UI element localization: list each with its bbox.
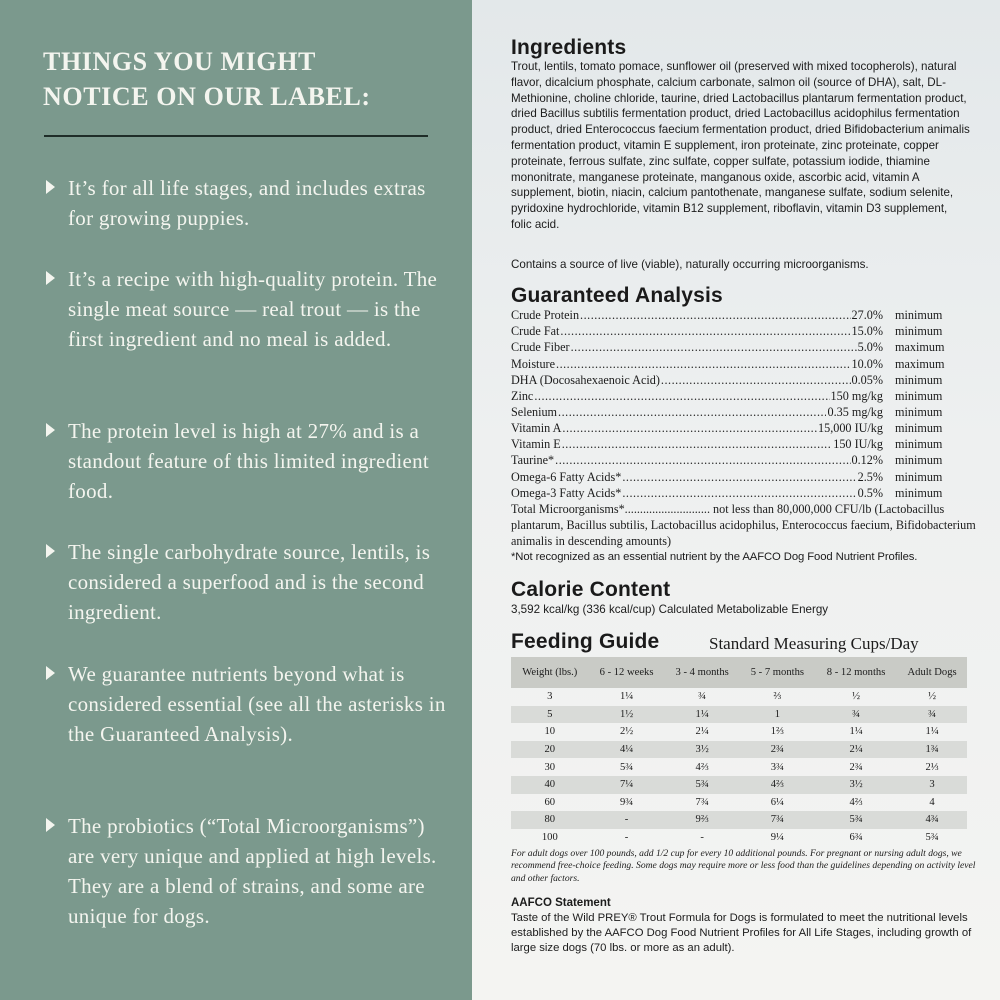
feeding-row bbox=[511, 741, 967, 759]
feeding-row bbox=[511, 723, 967, 741]
analysis-basis: minimum bbox=[895, 453, 943, 468]
bullet-text: It’s for all life stages, and includes extras for growing puppies. bbox=[68, 176, 426, 230]
feeding-cell: ½ bbox=[852, 691, 861, 703]
analysis-row bbox=[511, 323, 971, 339]
analysis-value: 0.35 mg/kg bbox=[827, 404, 883, 419]
analysis-basis: minimum bbox=[895, 421, 943, 436]
calorie-content-text: 3,592 kcal/kg (336 kcal/cup) Calculated Metabolizable Energy bbox=[511, 603, 829, 616]
analysis-value: 5.0% bbox=[857, 340, 883, 355]
feeding-cell: 1¾ bbox=[897, 741, 967, 759]
leader-dots bbox=[661, 373, 851, 388]
feeding-cell: 5¾ bbox=[665, 776, 740, 794]
ingredients-title: Ingredients bbox=[511, 36, 627, 59]
analysis-basis: minimum bbox=[895, 324, 943, 339]
feeding-cell: 1¼ bbox=[665, 706, 740, 724]
feeding-cell: - bbox=[589, 811, 665, 829]
analysis-value: 15,000 IU/kg bbox=[818, 421, 883, 436]
analysis-value: 150 mg/kg bbox=[830, 388, 883, 403]
feeding-row bbox=[511, 706, 967, 724]
asterisk-note: *Not recognized as an essential nutrient by the AAFCO Dog Food Nutrient Profiles. bbox=[511, 551, 918, 563]
analysis-value: 27.0% bbox=[851, 308, 883, 323]
bullet-text: The probiotics (“Total Microorganisms”) are very unique and applied at high levels. They are a blend of strains, and some are unique for dogs. bbox=[68, 814, 437, 928]
guaranteed-analysis-table bbox=[511, 307, 971, 501]
label-panel bbox=[472, 0, 1000, 1000]
feeding-cell: 40 bbox=[511, 776, 589, 794]
bullet-arrow-icon bbox=[46, 818, 55, 832]
feeding-cell: 1 bbox=[740, 706, 815, 724]
analysis-name: Moisture bbox=[511, 356, 556, 371]
analysis-row bbox=[511, 372, 971, 388]
leader-dots bbox=[562, 421, 817, 436]
feeding-cell: 4⅔ bbox=[849, 796, 863, 808]
feeding-table-header bbox=[511, 657, 967, 688]
feeding-cell: 4⅔ bbox=[695, 761, 709, 773]
analysis-basis: minimum bbox=[895, 388, 943, 403]
ingredients-text: Trout, lentils, tomato pomace, sunflower oil (preserved with mixed tocopherols), natural flavor, dicalcium phosphate, calcium carbonate, salmon oil (source of DHA), salt, DL-Methionine, choline chloride, taurine, dried Lactobacillus plantarum fermentation product, dried Bacillus subtilis fermentation product, dried Lactobacillus acidophilus fermentation product, dried Enterococcus faecium fermentation product, dried Bifidobacterium animalis fermentation product, vitamin E supplement, iron proteinate, zinc proteinate, copper proteinate, ferrous sulfate, zinc sulfate, copper sulfate, potassium iodide, thiamine mononitrate, manganese proteinate, manganous oxide, ascorbic acid, vitamin A supplement, biotin, niacin, calcium pantothenate, manganese sulfate, sodium selenite, pyridoxine hydrochloride, vitamin B12 supplement, riboflavin, vitamin D3 supplement, folic acid. bbox=[511, 60, 970, 231]
analysis-name: Omega-6 Fatty Acids* bbox=[511, 469, 622, 484]
feeding-cell: 10 bbox=[544, 726, 556, 738]
analysis-name: Taurine* bbox=[511, 453, 555, 468]
analysis-basis: minimum bbox=[895, 469, 943, 484]
bullet-arrow-icon bbox=[46, 666, 55, 680]
feeding-cell: - bbox=[700, 832, 704, 844]
analysis-value: 2.5% bbox=[857, 469, 883, 484]
analysis-basis: minimum bbox=[895, 404, 943, 419]
leader-dots bbox=[556, 357, 851, 372]
microorganisms-text: Total Microorganisms*............................ not less than 80,000,000 CFU/lb (Lactobacillus plantarum, Bacillus subtilis, Lactobacillus acidophilus, Enterococcus faecium, Bifidobacterium animalis in descending amounts) bbox=[511, 502, 976, 549]
feeding-cell: 2½ bbox=[619, 726, 634, 738]
analysis-basis: maximum bbox=[895, 356, 945, 371]
heading-divider bbox=[44, 135, 428, 137]
feeding-cell: 80 bbox=[511, 811, 589, 829]
feeding-cell: 3½ bbox=[665, 741, 740, 759]
analysis-value: 0.12% bbox=[851, 453, 883, 468]
feeding-cell: ¾ bbox=[815, 706, 897, 724]
feeding-cell: 3¾ bbox=[770, 761, 784, 773]
feeding-cell: 9⅔ bbox=[665, 811, 740, 829]
feeding-cell: 4 bbox=[929, 796, 935, 808]
analysis-row bbox=[511, 436, 971, 452]
left-heading: THINGS YOU MIGHT NOTICE ON OUR LABEL: bbox=[43, 47, 371, 111]
feeding-cell: 2¼ bbox=[695, 726, 709, 738]
feeding-column-header: 5 - 7 months bbox=[740, 657, 815, 688]
analysis-basis: minimum bbox=[895, 437, 943, 452]
calorie-content-title: Calorie Content bbox=[511, 578, 671, 601]
feeding-column-header: Adult Dogs bbox=[897, 657, 967, 688]
feeding-cell: 7¾ bbox=[695, 796, 709, 808]
leader-dots bbox=[571, 340, 857, 355]
analysis-row bbox=[511, 404, 971, 420]
left-panel bbox=[0, 0, 472, 1000]
feeding-cell: 1¼ bbox=[925, 726, 939, 738]
analysis-name: Vitamin A bbox=[511, 421, 562, 436]
analysis-row bbox=[511, 468, 971, 484]
analysis-name: Crude Protein bbox=[511, 308, 580, 323]
feeding-column-header: 8 - 12 months bbox=[815, 657, 897, 688]
bullet-text: We guarantee nutrients beyond what is considered essential (see all the asterisks in the Guaranteed Analysis). bbox=[68, 662, 446, 746]
analysis-name: Zinc bbox=[511, 388, 534, 403]
feeding-cell: 4¾ bbox=[897, 811, 967, 829]
feeding-cell: 1⅔ bbox=[770, 726, 784, 738]
feeding-cell: 1¼ bbox=[849, 726, 863, 738]
feeding-cell: 100 bbox=[541, 832, 558, 844]
leader-dots bbox=[622, 486, 856, 501]
feeding-row bbox=[511, 776, 967, 794]
aafco-title: AAFCO Statement bbox=[511, 897, 611, 909]
bullet-arrow-icon bbox=[46, 180, 55, 194]
feeding-cell: 2⅓ bbox=[925, 761, 939, 773]
analysis-row bbox=[511, 307, 971, 323]
analysis-row bbox=[511, 388, 971, 404]
bullet-arrow-icon bbox=[46, 423, 55, 437]
analysis-row bbox=[511, 355, 971, 371]
feeding-column-header: Weight (lbs.) bbox=[511, 657, 589, 688]
analysis-value: 0.05% bbox=[851, 372, 883, 387]
analysis-value: 15.0% bbox=[851, 324, 883, 339]
feeding-cell: 60 bbox=[544, 796, 556, 808]
feeding-cell: 1½ bbox=[589, 706, 665, 724]
leader-dots bbox=[534, 389, 829, 404]
feeding-guide-title: Feeding Guide bbox=[511, 630, 660, 653]
feeding-cell: 6¼ bbox=[770, 796, 784, 808]
feeding-guide-note: For adult dogs over 100 pounds, add 1/2 cup for every 10 additional pounds. For pregnant or nursing adult dogs, we recommend free-choice feeding. Some dogs may require more or less food than the guidelines depending on activity level and other factors. bbox=[511, 848, 976, 884]
analysis-row bbox=[511, 339, 971, 355]
feeding-cell: 5¾ bbox=[815, 811, 897, 829]
feeding-cell: 7¼ bbox=[589, 776, 665, 794]
analysis-name: Selenium bbox=[511, 404, 558, 419]
feeding-row bbox=[511, 688, 967, 706]
analysis-basis: maximum bbox=[895, 340, 945, 355]
leader-dots bbox=[560, 324, 850, 339]
ingredients-note: Contains a source of live (viable), naturally occurring microorganisms. bbox=[511, 258, 869, 271]
leader-dots bbox=[562, 437, 833, 452]
feeding-cell: 5¾ bbox=[619, 761, 634, 773]
feeding-cell: ¾ bbox=[897, 706, 967, 724]
analysis-value: 10.0% bbox=[851, 356, 883, 371]
leader-dots bbox=[622, 470, 856, 485]
analysis-row bbox=[511, 420, 971, 436]
feeding-cell: 7¾ bbox=[740, 811, 815, 829]
feeding-cell: 2¾ bbox=[740, 741, 815, 759]
analysis-value: 150 IU/kg bbox=[833, 437, 883, 452]
analysis-name: DHA (Docosahexaenoic Acid) bbox=[511, 372, 660, 387]
feeding-cell: 3 bbox=[897, 776, 967, 794]
feeding-cell: 5¾ bbox=[925, 832, 939, 844]
analysis-name: Crude Fiber bbox=[511, 340, 570, 355]
bullet-text: It’s a recipe with high-quality protein. The single meat source — real trout — is the first ingredient and no meal is added. bbox=[68, 267, 438, 351]
feeding-cell: 4¼ bbox=[589, 741, 665, 759]
analysis-row bbox=[511, 485, 971, 501]
feeding-row bbox=[511, 758, 967, 776]
feeding-cell: 4⅔ bbox=[740, 776, 815, 794]
leader-dots bbox=[555, 453, 850, 468]
bullet-arrow-icon bbox=[46, 544, 55, 558]
feeding-cell: 9¼ bbox=[770, 832, 784, 844]
feeding-column-header: 6 - 12 weeks bbox=[589, 657, 665, 688]
feeding-row bbox=[511, 794, 967, 812]
feeding-column-header: 3 - 4 months bbox=[665, 657, 740, 688]
feeding-cell: 2¼ bbox=[815, 741, 897, 759]
leader-dots bbox=[580, 308, 850, 323]
analysis-basis: minimum bbox=[895, 372, 943, 387]
feeding-cell: 3 bbox=[547, 691, 553, 703]
feeding-guide-subtitle: Standard Measuring Cups/Day bbox=[709, 634, 919, 653]
feeding-cell: 30 bbox=[544, 761, 556, 773]
feeding-cell: ⅔ bbox=[773, 691, 782, 703]
feeding-cell: - bbox=[624, 832, 629, 844]
analysis-value: 0.5% bbox=[857, 485, 883, 500]
bullet-text: The protein level is high at 27% and is a standout feature of this limited ingredient food. bbox=[68, 419, 430, 503]
aafco-statement: Taste of the Wild PREY® Trout Formula for Dogs is formulated to meet the nutritional levels established by the AAFCO Dog Food Nutrient Profiles for All Life Stages, including growth of large size dogs (70 lbs. or more as an adult). bbox=[511, 912, 972, 955]
feeding-cell: 9¾ bbox=[619, 796, 634, 808]
feeding-guide-table bbox=[511, 657, 967, 846]
feeding-row bbox=[511, 811, 967, 829]
guaranteed-analysis-title: Guaranteed Analysis bbox=[511, 284, 723, 307]
feeding-cell: 6¾ bbox=[849, 832, 863, 844]
feeding-cell: 2¾ bbox=[849, 761, 863, 773]
feeding-cell: 20 bbox=[511, 741, 589, 759]
feeding-cell: 5 bbox=[511, 706, 589, 724]
bullet-text: The single carbohydrate source, lentils, is considered a superfood and is the second ingredient. bbox=[68, 540, 431, 624]
feeding-cell: 3½ bbox=[815, 776, 897, 794]
feeding-cell: ½ bbox=[928, 691, 937, 703]
leader-dots bbox=[558, 405, 826, 420]
analysis-basis: minimum bbox=[895, 485, 943, 500]
feeding-cell: ¾ bbox=[698, 691, 707, 703]
bullet-arrow-icon bbox=[46, 271, 55, 285]
analysis-name: Vitamin E bbox=[511, 437, 561, 452]
analysis-name: Omega-3 Fatty Acids* bbox=[511, 485, 622, 500]
analysis-basis: minimum bbox=[895, 308, 943, 323]
analysis-row bbox=[511, 452, 971, 468]
feeding-row bbox=[511, 829, 967, 847]
feeding-cell: 1¼ bbox=[619, 691, 634, 703]
feeding-table-body bbox=[511, 688, 967, 846]
analysis-name: Crude Fat bbox=[511, 324, 560, 339]
